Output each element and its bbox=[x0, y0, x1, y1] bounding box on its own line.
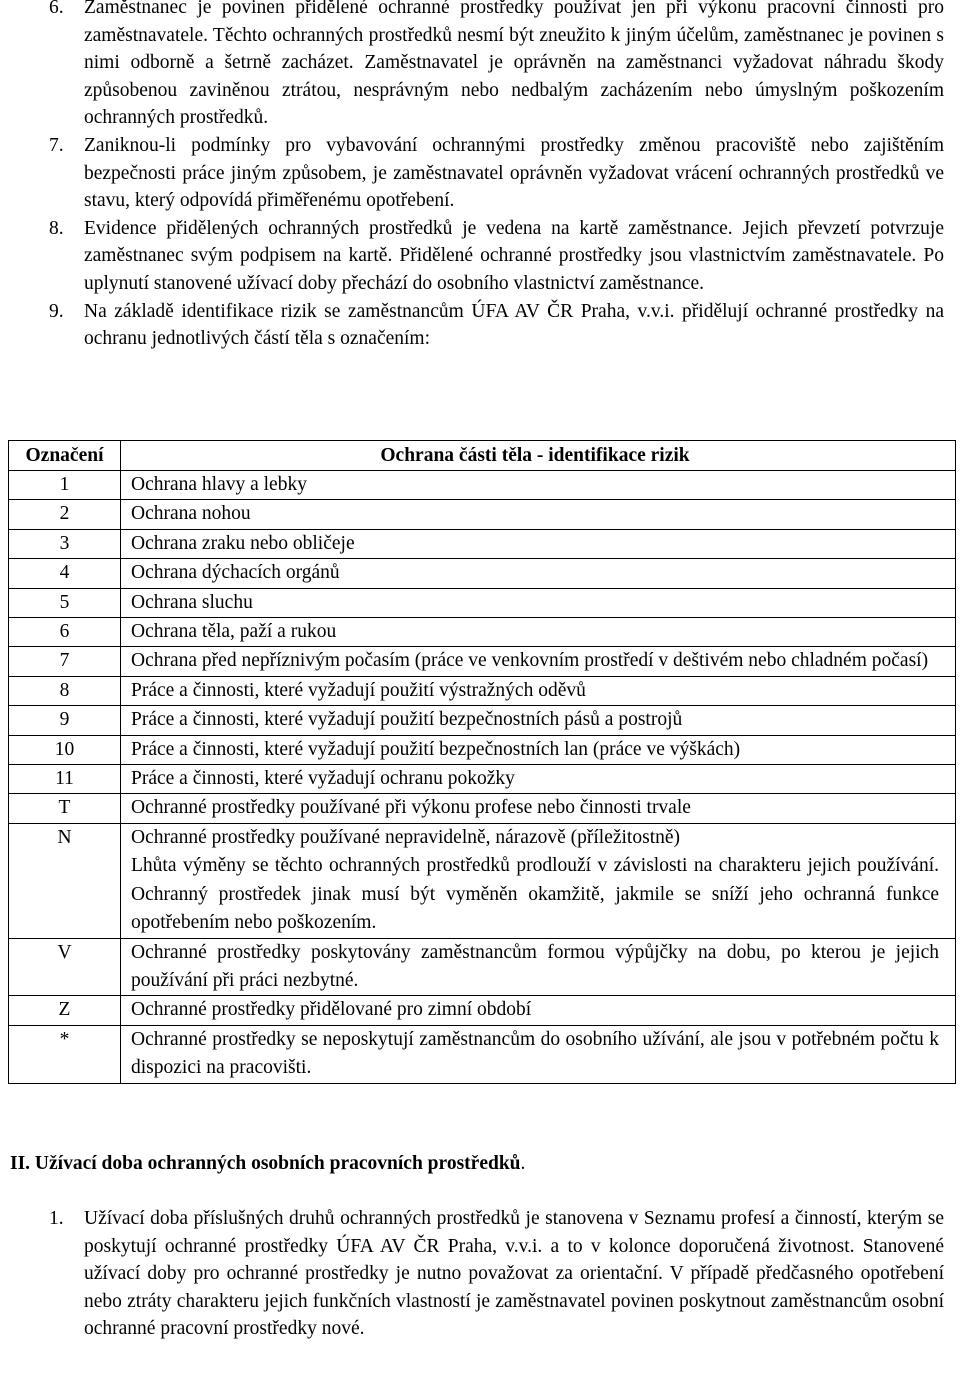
row-description: Ochrana zraku nebo obličeje bbox=[131, 532, 355, 554]
row-description-cell bbox=[121, 1025, 956, 1083]
table-row bbox=[9, 529, 956, 558]
row-code: 3 bbox=[9, 529, 121, 558]
row-code: 10 bbox=[9, 735, 121, 764]
item-text: Užívací doba příslušných druhů ochranných prostředků je stanovena v Seznamu profesí a činností, kterým se poskytují ochranné prostředky ÚFA AV ČR Praha, v.v.i. a to v kolonce doporučená životnost. Stanovené užívací doby pro ochranné prostředky je nutno považovat za orientační. V případě předčasného opotřebení nebo ztráty charakteru jejich funkčních vlastností je zaměstnavatel povinen poskytnout zaměstnancům osobní ochranné pracovní prostředky nové. bbox=[84, 1208, 944, 1340]
row-description: Práce a činnosti, které vyžadují použití výstražných oděvů bbox=[131, 679, 586, 701]
table-row bbox=[9, 765, 956, 794]
item-text: Zaniknou-li podmínky pro vybavování ochrannými prostředky změnou pracoviště nebo zajištěním bezpečnosti práce jiným způsobem, je zaměstnavatel oprávněn vyžadovat vrácení ochranných prostředků ve stavu, který odpovídá přiměřenému opotřebení. bbox=[84, 134, 944, 212]
table-row bbox=[9, 938, 956, 996]
row-description-cell bbox=[121, 996, 956, 1025]
item-number: 1. bbox=[49, 1208, 64, 1229]
row-description: Ochrana těla, paží a rukou bbox=[131, 621, 337, 643]
row-note: Lhůta výměny se těchto ochranných prostředků prodlouží v závislosti na charakteru jejich používání. Ochranný prostředek jinak musí být vyměněn okamžitě, jakmile se sníží jeho ochranná funkce opotřebením nebo poškozením. bbox=[131, 855, 939, 934]
row-description-cell bbox=[121, 559, 956, 588]
row-description: Ochranné prostředky přidělované pro zimní období bbox=[131, 999, 532, 1021]
row-description-cell bbox=[121, 706, 956, 735]
row-description: Práce a činnosti, které vyžadují použití bezpečnostních pásů a postrojů bbox=[131, 709, 683, 731]
table-header-row bbox=[9, 441, 956, 471]
risk-identification-table bbox=[8, 440, 956, 1084]
section-heading-text: II. Užívací doba ochranných osobních pracovních prostředků bbox=[10, 1153, 521, 1174]
table-row bbox=[9, 823, 956, 938]
row-code: 2 bbox=[9, 500, 121, 529]
row-description: Ochranné prostředky používané při výkonu profese nebo činnosti trvale bbox=[131, 797, 691, 819]
row-code: 1 bbox=[9, 471, 121, 500]
row-code: 11 bbox=[9, 765, 121, 794]
row-description-cell bbox=[121, 676, 956, 705]
row-code: N bbox=[9, 823, 121, 938]
item-number: 6. bbox=[49, 0, 64, 18]
item-number: 7. bbox=[49, 134, 64, 156]
row-code: * bbox=[9, 1025, 121, 1083]
row-description: Ochranné prostředky se neposkytují zaměstnancům do osobního užívání, ale jsou v potřebném počtu k dispozici na pracovišti. bbox=[131, 1028, 939, 1079]
row-code: T bbox=[9, 794, 121, 823]
row-description: Práce a činnosti, které vyžadují ochranu pokožky bbox=[131, 768, 515, 790]
table-row bbox=[9, 794, 956, 823]
header-description: Ochrana části těla - identifikace rizik bbox=[121, 441, 956, 471]
row-description: Ochrana dýchacích orgánů bbox=[131, 562, 340, 584]
item-number: 8. bbox=[49, 217, 64, 239]
row-description-cell bbox=[121, 765, 956, 794]
row-description: Ochranné prostředky používané nepravidelně, nárazově (příležitostně) bbox=[131, 826, 681, 848]
table-row bbox=[9, 471, 956, 500]
row-description: Ochranné prostředky poskytovány zaměstnancům formou výpůjčky na dobu, po kterou je jejich používání při práci nezbytné. bbox=[131, 941, 939, 991]
table-row bbox=[9, 1025, 956, 1083]
row-code: V bbox=[9, 938, 121, 996]
row-code: 8 bbox=[9, 676, 121, 705]
row-code: 4 bbox=[9, 559, 121, 588]
row-description-cell bbox=[121, 500, 956, 529]
table-row bbox=[9, 500, 956, 529]
item-number: 9. bbox=[49, 300, 64, 322]
row-description-cell bbox=[121, 529, 956, 558]
row-description-cell bbox=[121, 938, 956, 996]
header-code: Označení bbox=[9, 441, 121, 471]
table-row bbox=[9, 588, 956, 617]
table-row bbox=[9, 706, 956, 735]
section-heading bbox=[10, 1150, 525, 1178]
rules-list bbox=[0, 0, 960, 353]
list-item bbox=[0, 298, 960, 353]
table-row bbox=[9, 647, 956, 676]
table-row bbox=[9, 618, 956, 647]
row-description-cell bbox=[121, 823, 956, 938]
table-row bbox=[9, 996, 956, 1025]
item-text: Evidence přidělených ochranných prostředků je vedena na kartě zaměstnance. Jejich převzetí potvrzuje zaměstnanec svým podpisem na kartě. Přidělené ochranné prostředky jsou vlastnictvím zaměstnavatele. Po uplynutí stanovené užívací doby přechází do osobního vlastnictví zaměstnance. bbox=[84, 217, 944, 294]
row-code: 7 bbox=[9, 647, 121, 676]
row-description-cell bbox=[121, 471, 956, 500]
usage-period-list bbox=[0, 1205, 960, 1343]
row-description-cell bbox=[121, 588, 956, 617]
list-item bbox=[0, 215, 960, 298]
section-heading-tail: . bbox=[520, 1153, 526, 1174]
row-code: 6 bbox=[9, 618, 121, 647]
row-description-cell bbox=[121, 735, 956, 764]
item-text: Zaměstnanec je povinen přidělené ochranné prostředky používat jen při výkonu pracovní činnosti pro zaměstnavatele. Těchto ochranných prostředků nesmí být zneužito k jiným účelům, zaměstnanec je povinen s nimi odborně a šetrně zacházet. Zaměstnavatel je oprávněn na zaměstnanci vyžadovat náhradu škody způsobenou zaviněnou ztrátou, nesprávným nebo nedbalým zacházením nebo úmyslným poškozením ochranných prostředků. bbox=[84, 0, 944, 129]
table-row bbox=[9, 559, 956, 588]
row-code: 9 bbox=[9, 706, 121, 735]
row-description: Ochrana nohou bbox=[131, 503, 251, 525]
row-code: 5 bbox=[9, 588, 121, 617]
row-description: Ochrana sluchu bbox=[131, 591, 253, 613]
row-description: Práce a činnosti, které vyžadují použití bezpečnostních lan (práce ve výškách) bbox=[131, 738, 741, 760]
item-text: Na základě identifikace rizik se zaměstnancům ÚFA AV ČR Praha, v.v.i. přidělují ochranné prostředky na ochranu jednotlivých částí těla s označením: bbox=[84, 300, 944, 350]
row-description: Ochrana hlavy a lebky bbox=[131, 474, 307, 495]
table-row bbox=[9, 735, 956, 764]
list-item bbox=[0, 132, 960, 215]
table-body bbox=[9, 471, 956, 1084]
row-description-cell bbox=[121, 618, 956, 647]
row-description: Ochrana před nepříznivým počasím (práce ve venkovním prostředí v deštivém nebo chladném počasí) bbox=[131, 650, 929, 672]
row-code: Z bbox=[9, 996, 121, 1025]
row-description-cell bbox=[121, 794, 956, 823]
table-row bbox=[9, 676, 956, 705]
list-item bbox=[0, 0, 960, 132]
row-description-cell bbox=[121, 647, 956, 676]
list-item bbox=[0, 1205, 960, 1343]
